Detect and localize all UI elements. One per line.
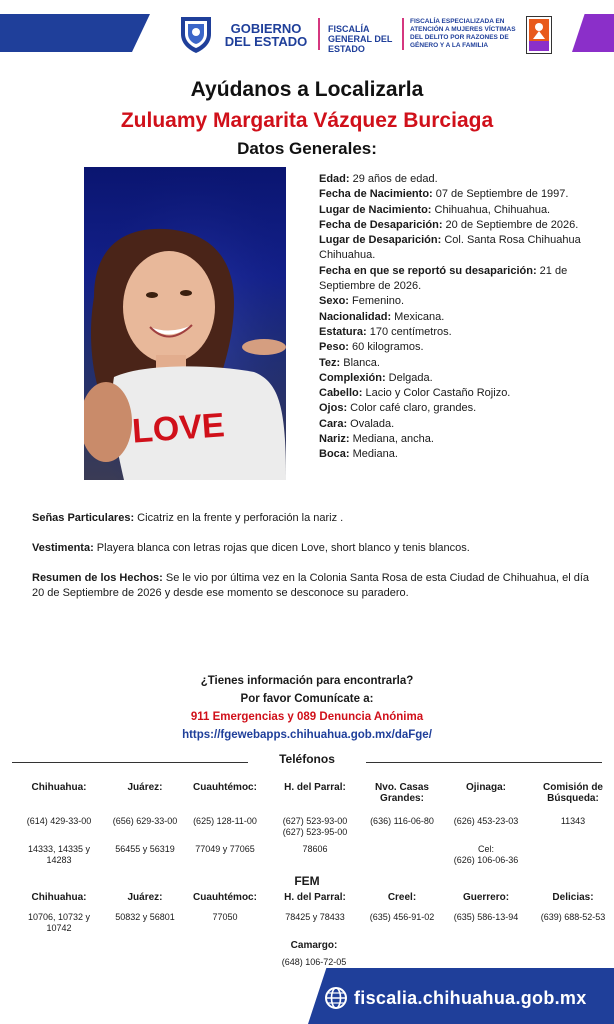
report-link[interactable]: https://fgewebapps.chihuahua.gob.mx/daFge/ bbox=[182, 729, 432, 741]
detail-label: Cabello: bbox=[319, 387, 363, 400]
detail-value: Mediana. bbox=[349, 448, 398, 461]
detail-value: Col. Santa Rosa Chihuahua Chihuahua. bbox=[319, 234, 581, 262]
divider-right bbox=[366, 762, 602, 763]
detail-label: Nacionalidad: bbox=[319, 310, 392, 323]
person-photo bbox=[84, 167, 286, 480]
senas-label: Señas Particulares: bbox=[32, 512, 135, 524]
fiscalia-especializada-label: FISCALÍA ESPECIALIZADA EN ATENCIÓN A MUJERES VÍCTIMAS DEL DELITO POR RAZONES DE GÉNERO Y A LA FAMILIA bbox=[410, 18, 516, 49]
detail-row bbox=[319, 371, 601, 386]
detail-value: Mexicana. bbox=[391, 310, 445, 323]
detail-label: Complexión: bbox=[319, 371, 386, 384]
fem-line: (635) 586-13-94 bbox=[453, 912, 519, 922]
fem-title: FEM bbox=[294, 874, 320, 888]
fem-column bbox=[443, 892, 529, 922]
fem-city: Creel: bbox=[387, 892, 417, 903]
telefonos-line: (656) 629-33-00 bbox=[112, 816, 178, 826]
detail-value: Ovalada. bbox=[347, 417, 395, 430]
detail-value: Femenino. bbox=[348, 295, 404, 308]
detail-value: 07 de Septiembre de 1997. bbox=[432, 188, 569, 201]
section-title-datos: Datos Generales: bbox=[237, 139, 377, 158]
detail-row bbox=[319, 340, 601, 355]
telefonos-line: 14333, 14335 y 14283 bbox=[27, 844, 91, 865]
detail-value: Color café claro, grandes. bbox=[347, 402, 477, 415]
detail-value: 21 de Septiembre de 2026. bbox=[319, 264, 568, 293]
telefonos-line: (625) 128-11-00 bbox=[193, 816, 257, 826]
fem-column bbox=[359, 892, 445, 922]
header-stripe-left bbox=[0, 14, 150, 52]
fem-line: 77050 bbox=[212, 912, 238, 922]
vestimenta bbox=[32, 541, 592, 556]
header-stripe-right bbox=[572, 14, 614, 52]
fem-column bbox=[182, 892, 268, 922]
camargo-city: Camargo: bbox=[290, 940, 338, 951]
telefonos-column bbox=[272, 782, 358, 854]
fem-city: Delicias: bbox=[552, 892, 594, 903]
detail-label: Peso: bbox=[319, 341, 349, 354]
telefonos-column bbox=[182, 782, 268, 854]
header bbox=[0, 0, 614, 64]
detail-label: Fecha de Desaparición: bbox=[319, 218, 443, 231]
fem-city: Chihuahua: bbox=[31, 892, 87, 903]
telefonos-line: (636) 116-06-80 bbox=[370, 816, 434, 826]
detail-row bbox=[319, 233, 601, 264]
detail-value: Delgada. bbox=[385, 371, 433, 384]
telefonos-city: Comisión de Búsqueda: bbox=[542, 782, 603, 804]
alba-logo bbox=[526, 16, 552, 54]
detail-label: Edad: bbox=[319, 173, 350, 185]
detail-label: Cara: bbox=[319, 417, 348, 430]
camargo-column bbox=[271, 940, 357, 968]
detail-row bbox=[319, 356, 601, 371]
telefonos-column bbox=[530, 782, 614, 826]
telefonos-line: (626) 453-23-03 bbox=[453, 816, 519, 826]
detail-label: Lugar de Desaparición: bbox=[319, 234, 442, 247]
telefonos-city: Cuauhtémoc: bbox=[193, 782, 257, 793]
fem-column bbox=[272, 892, 358, 922]
telefonos-line: 78606 bbox=[302, 844, 328, 854]
detail-label: Fecha de Nacimiento: bbox=[319, 188, 433, 201]
contact-please: Por favor Comunícate a: bbox=[240, 693, 374, 705]
telefonos-line: 77049 y 77065 bbox=[195, 844, 255, 854]
emergency-numbers: 911 Emergencias y 089 Denuncia Anónima bbox=[190, 711, 424, 723]
fem-line: 78425 y 78433 bbox=[285, 912, 345, 922]
telefonos-city: Chihuahua: bbox=[31, 782, 87, 793]
fem-line: (635) 456-91-02 bbox=[369, 912, 435, 922]
person-name: Zuluamy Margarita Vázquez Burciaga bbox=[120, 109, 494, 132]
footer-url[interactable]: fiscalia.chihuahua.gob.mx bbox=[354, 988, 587, 1008]
detail-row bbox=[319, 386, 601, 401]
fem-column bbox=[530, 892, 614, 922]
detail-label: Ojos: bbox=[319, 402, 348, 415]
telefonos-line: (626) 106-06-36 bbox=[453, 855, 519, 865]
telefonos-line: 11343 bbox=[560, 816, 586, 826]
detail-row bbox=[319, 218, 601, 233]
detail-value: Mediana, ancha. bbox=[349, 433, 434, 446]
detail-value: 60 kilogramos. bbox=[348, 341, 424, 354]
telefonos-city: Ojinaga: bbox=[465, 782, 506, 793]
detail-label: Estatura: bbox=[319, 325, 367, 338]
details-list bbox=[319, 172, 601, 463]
fem-city: Guerrero: bbox=[462, 892, 510, 903]
telefonos-line: 56455 y 56319 bbox=[115, 844, 175, 854]
telefonos-column bbox=[102, 782, 188, 854]
telefonos-city: Nvo. Casas Grandes: bbox=[375, 782, 429, 804]
detail-row bbox=[319, 310, 601, 325]
detail-label: Boca: bbox=[319, 448, 350, 461]
detail-value: 20 de Septiembre de 2026. bbox=[442, 218, 579, 231]
fem-line: 10706, 10732 y 10742 bbox=[27, 912, 91, 933]
telefonos-column bbox=[443, 782, 529, 865]
vestimenta-label: Vestimenta: bbox=[32, 542, 94, 554]
detail-row bbox=[319, 401, 601, 416]
telefonos-city: H. del Parral: bbox=[284, 782, 346, 793]
header-divider bbox=[318, 18, 320, 50]
detail-row bbox=[319, 294, 601, 309]
detail-row bbox=[319, 187, 601, 202]
telefonos-column bbox=[359, 782, 445, 826]
globe-icon bbox=[324, 986, 348, 1010]
fem-line: (639) 688-52-53 bbox=[540, 912, 606, 922]
detail-row bbox=[319, 325, 601, 340]
resumen-hechos bbox=[32, 571, 592, 601]
resumen-label: Resumen de los Hechos: bbox=[32, 572, 163, 584]
fem-city: Cuauhtémoc: bbox=[193, 892, 257, 903]
detail-label: Sexo: bbox=[319, 295, 349, 308]
telefonos-line: (627) 523-93-00 bbox=[282, 816, 348, 826]
telefonos-line: (614) 429-33-00 bbox=[26, 816, 92, 826]
fem-line: 50832 y 56801 bbox=[115, 912, 175, 922]
state-shield-icon bbox=[178, 14, 214, 54]
resumen-value: Se le vio por última vez en la Colonia Santa Rosa de esta Ciudad de Chihuahua, el día 20 de Septiembre de 2026 y desde ese momento se desconoce su paradero. bbox=[32, 572, 590, 599]
detail-value: 170 centímetros. bbox=[366, 325, 452, 338]
detail-row bbox=[319, 264, 601, 295]
fem-column bbox=[102, 892, 188, 922]
detail-value: Chihuahua, Chihuahua. bbox=[431, 203, 551, 216]
detail-row bbox=[319, 172, 601, 187]
senas-particulares bbox=[32, 511, 592, 526]
detail-value: Blanca. bbox=[340, 356, 380, 369]
fem-city: H. del Parral: bbox=[284, 892, 346, 903]
senas-value: Cicatriz en la frente y perforación la nariz . bbox=[134, 512, 344, 524]
fem-city: Juárez: bbox=[127, 892, 163, 903]
detail-row bbox=[319, 203, 601, 218]
detail-value: Lacio y Color Castaño Rojizo. bbox=[362, 387, 511, 400]
telefonos-column bbox=[16, 782, 102, 865]
page-title: Ayúdanos a Localizarla bbox=[190, 78, 424, 101]
telefonos-city: Juárez: bbox=[127, 782, 163, 793]
detail-row bbox=[319, 447, 601, 462]
camargo-phone: (648) 106-72-05 bbox=[281, 957, 347, 967]
header-divider bbox=[402, 18, 404, 50]
detail-label: Tez: bbox=[319, 356, 341, 369]
detail-label: Nariz: bbox=[319, 433, 350, 446]
fiscalia-general-label: FISCALÍA GENERAL DEL ESTADO bbox=[328, 24, 393, 54]
contact-question: ¿Tienes información para encontrarla? bbox=[200, 675, 414, 687]
fem-column bbox=[16, 892, 102, 933]
telefonos-line: (627) 523-95-00 bbox=[282, 827, 348, 837]
vestimenta-value: Playera blanca con letras rojas que dicen Love, short blanco y tenis blancos. bbox=[93, 542, 470, 554]
detail-row bbox=[319, 432, 601, 447]
divider-left bbox=[12, 762, 248, 763]
detail-label: Fecha en que se reportó su desaparición: bbox=[319, 264, 537, 277]
detail-row bbox=[319, 417, 601, 432]
telefonos-line: Cel: bbox=[477, 844, 494, 854]
gobierno-del-estado-label: GOBIERNO DEL ESTADO bbox=[224, 21, 308, 49]
detail-label: Lugar de Nacimiento: bbox=[319, 203, 432, 216]
telefonos-title: Teléfonos bbox=[279, 752, 335, 766]
detail-value: 29 años de edad. bbox=[349, 173, 438, 185]
shirt-love-text: LOVE bbox=[130, 406, 226, 451]
